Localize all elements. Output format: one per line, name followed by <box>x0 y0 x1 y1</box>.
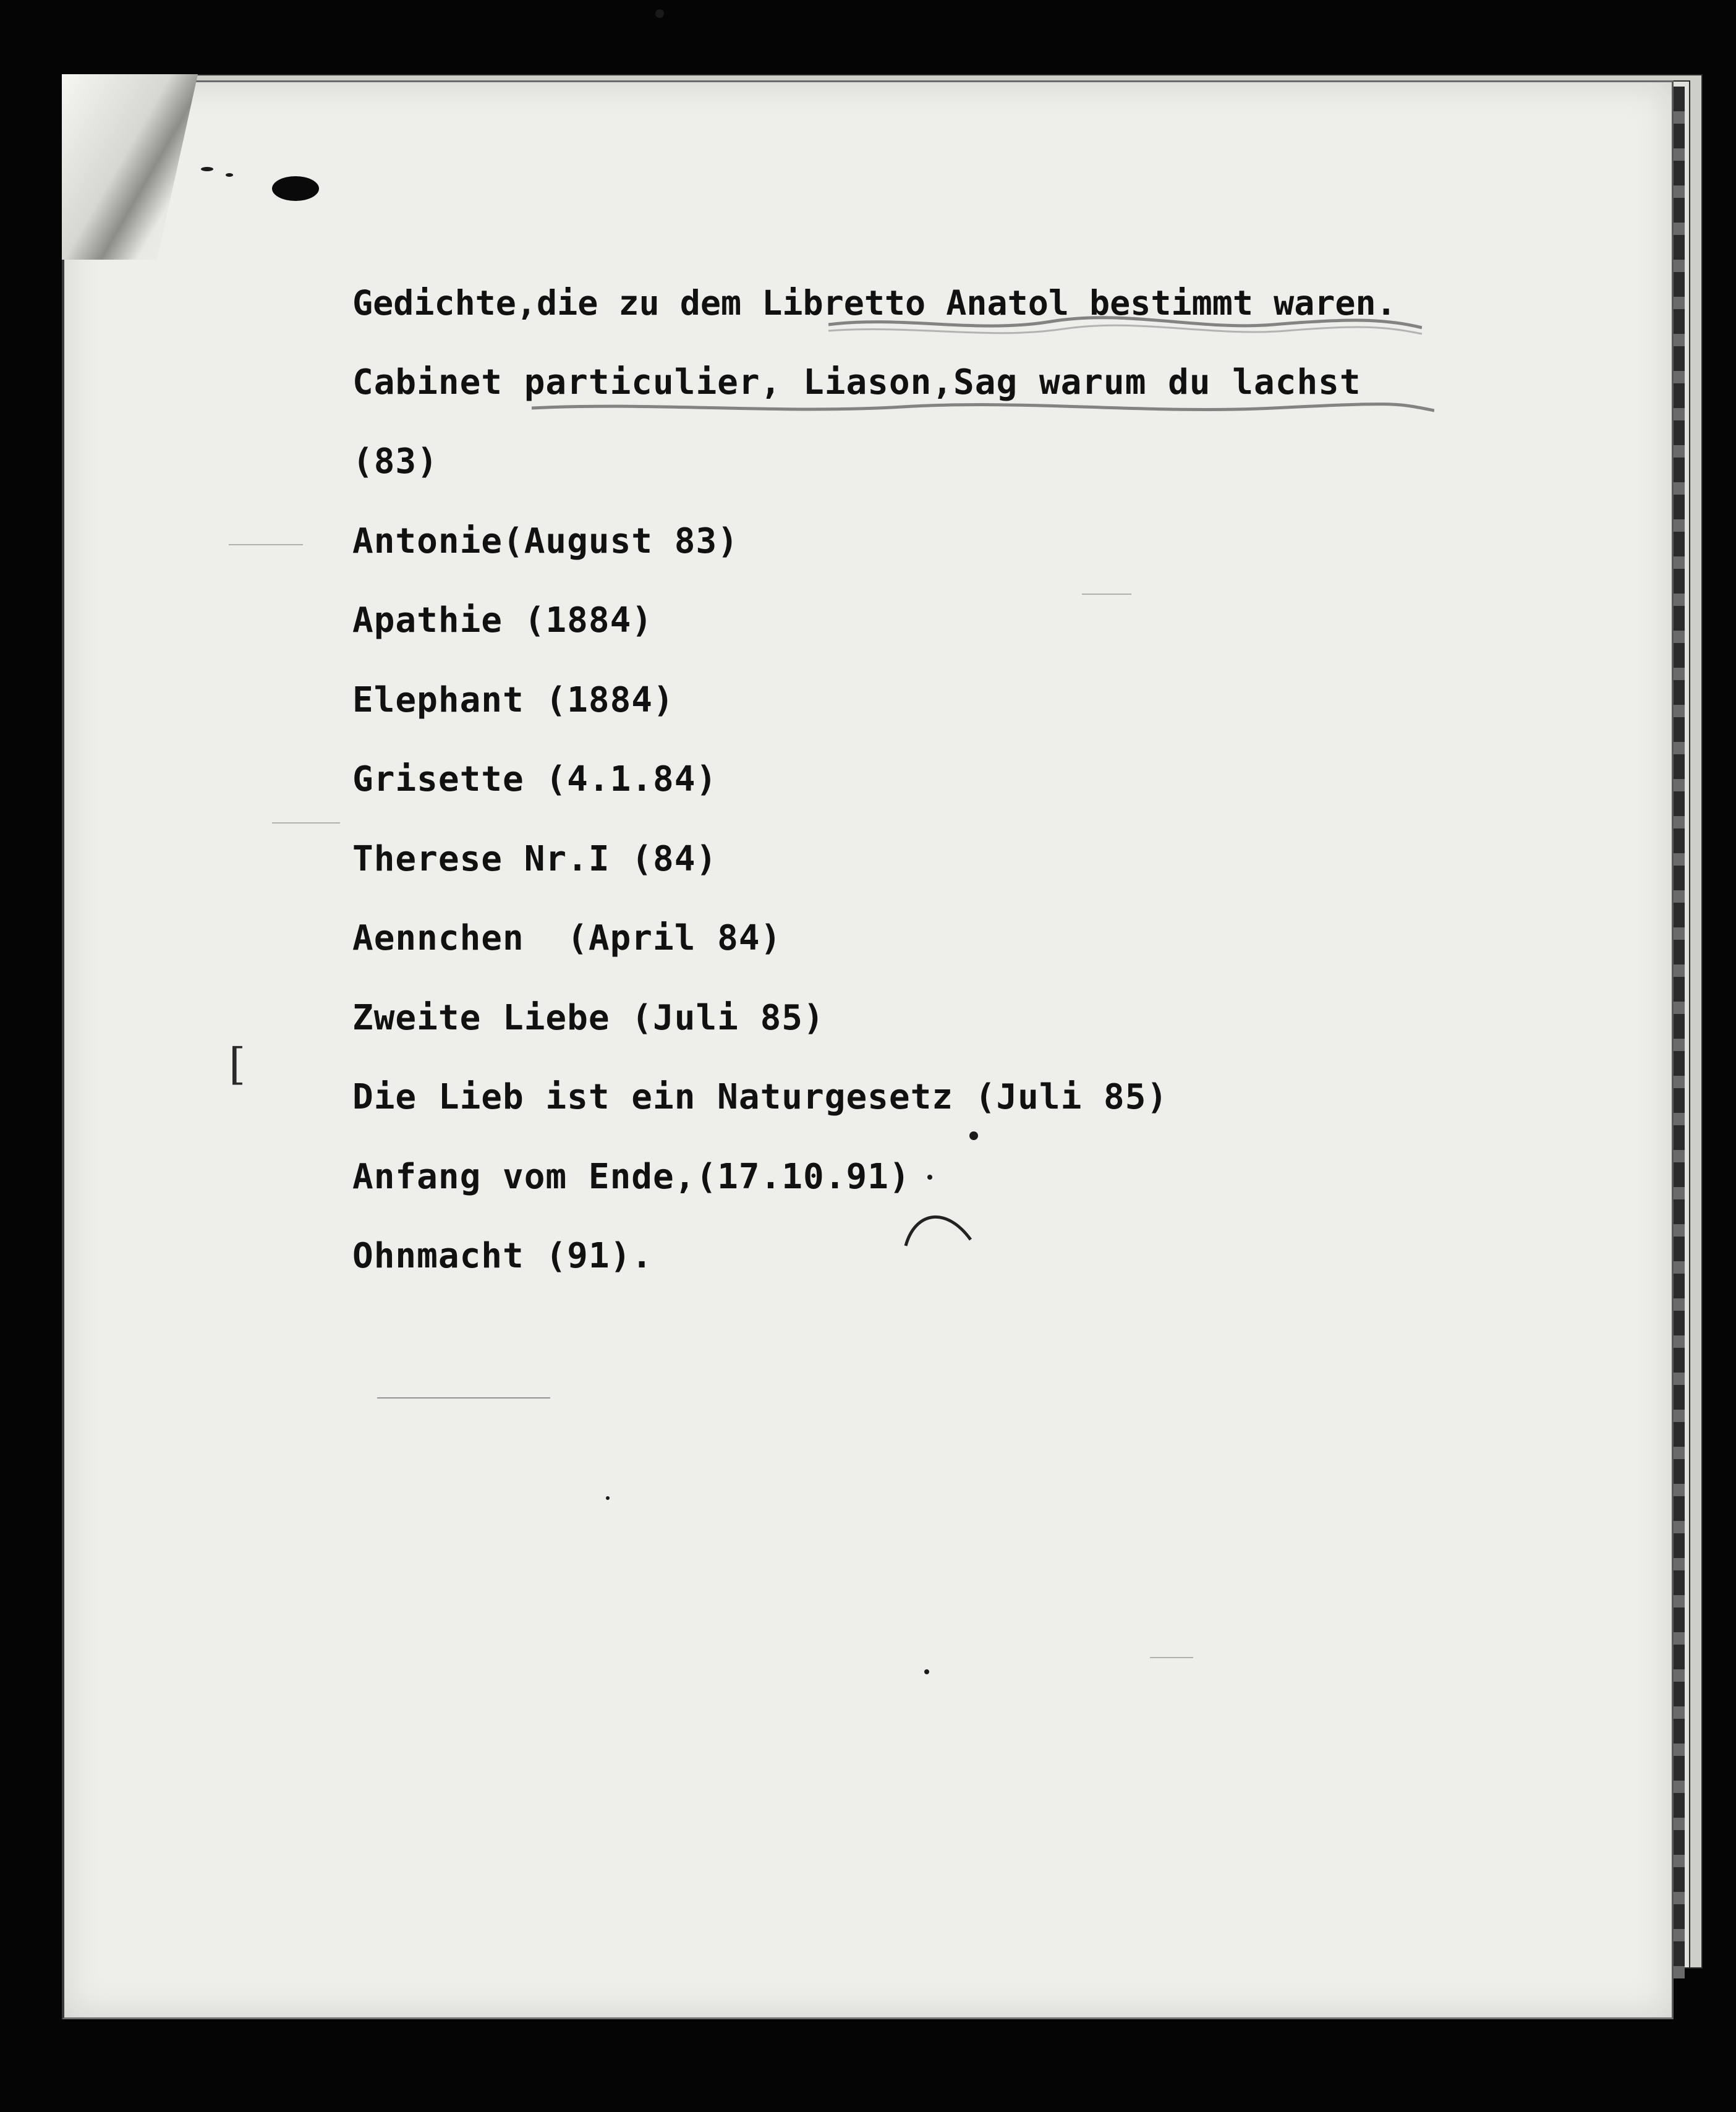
list-item: Elephant (1884) <box>352 679 674 720</box>
ink-blot <box>272 176 319 201</box>
list-item: Grisette (4.1.84) <box>352 759 718 799</box>
pencil-bracket-mark: [ <box>229 1039 246 1089</box>
dust-speck <box>655 9 664 18</box>
dust-speck <box>201 167 213 171</box>
list-item: Aennchen (April 84) <box>352 918 782 958</box>
stray-mark <box>272 822 340 824</box>
dust-speck <box>924 1669 929 1674</box>
list-item: (83) <box>352 441 438 482</box>
list-item: Ohnmacht (91). <box>352 1236 653 1276</box>
document-heading: Gedichte,die zu dem Libretto Anatol bestimmt waren. <box>352 283 1397 323</box>
list-item: Antonie(August 83) <box>352 521 739 561</box>
stray-mark <box>377 1397 550 1399</box>
list-item: Apathie (1884) <box>352 600 653 641</box>
stray-mark <box>229 544 303 545</box>
list-item: Zweite Liebe (Juli 85) <box>352 997 825 1038</box>
list-item: Therese Nr.I (84) <box>352 838 718 879</box>
dust-speck <box>606 1496 610 1500</box>
stray-mark <box>1150 1657 1193 1658</box>
poem-list <box>352 272 1651 1305</box>
list-item: Die Lieb ist ein Naturgesetz (Juli 85) <box>352 1077 1168 1117</box>
list-item: Anfang vom Ende,(17.10.91) <box>352 1156 911 1197</box>
stacked-page-edges <box>1672 87 1685 1978</box>
dust-speck <box>226 173 233 177</box>
list-item: Cabinet particulier, Liason,Sag warum du lachst <box>352 362 1361 402</box>
